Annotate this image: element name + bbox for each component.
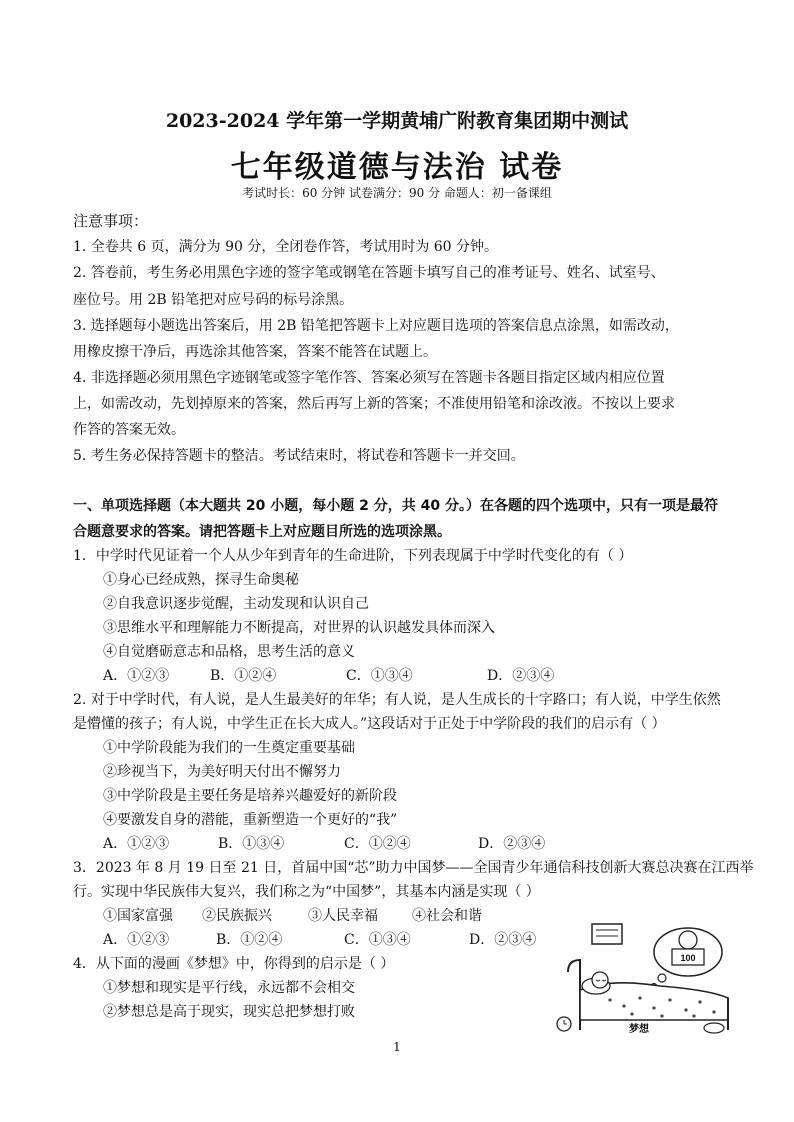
question-2-item: ①中学阶段能为我们的一生奠定重要基础 xyxy=(103,740,355,756)
question-2-item: ④要激发自身的潜能，重新塑造一个更好的“我” xyxy=(103,812,398,828)
question-3-option-b: B．①②④ xyxy=(216,932,283,948)
notice-line: 1. 全卷共 6 页，满分为 90 分，全闭卷作答，考试用时为 60 分钟。 xyxy=(73,239,499,255)
question-1-item: ①身心已经成熟，探寻生命奥秘 xyxy=(103,572,299,588)
question-3-item: ④社会和谐 xyxy=(412,908,482,924)
wall-calendar-icon xyxy=(592,924,622,944)
question-2-item: ③中学阶段是主要任务是培养兴趣爱好的新阶段 xyxy=(103,788,397,804)
question-4-item: ②梦想总是高于现实，现实总把梦想打败 xyxy=(103,1004,355,1020)
question-2-stem-line1: 2. 对于中学时代，有人说，是人生最美好的年华；有人说，是人生成长的十字路口；有人说，中学生依然 xyxy=(73,692,721,708)
notice-line: 座位号。用 2B 铅笔把对应号码的标号涂黑。 xyxy=(73,292,354,308)
question-2-option-c: C．①②④ xyxy=(344,836,411,852)
question-3-option-c: C．①③④ xyxy=(344,932,411,948)
question-3-item: ②民族振兴 xyxy=(202,908,272,924)
test-score-text: 100 xyxy=(680,953,696,963)
question-2-option-d: D．②③④ xyxy=(478,836,546,852)
question-3-option-d: D．②③④ xyxy=(469,932,537,948)
question-3-item: ①国家富强 xyxy=(103,908,173,924)
exam-title-line2: 七年级道德与法治 试卷 xyxy=(230,150,564,185)
notice-line: 5. 考生务必保持答题卡的整洁。考试结束时，将试卷和答题卡一并交回。 xyxy=(73,448,525,464)
question-1-item: ④自觉磨砺意志和品格，思考生活的意义 xyxy=(103,644,355,660)
question-4-stem: 4．从下面的漫画《梦想》中，你得到的启示是（ ） xyxy=(73,956,395,972)
question-1-item: ②自我意识逐步觉醒，主动发现和认识自己 xyxy=(103,596,369,612)
cat-icon xyxy=(704,1023,724,1033)
question-3-stem-line2: 行。实现中华民族伟大复兴，我们称之为“中国梦”，其基本内涵是实现（ ） xyxy=(73,884,540,900)
question-1-option-c: C．①③④ xyxy=(346,668,413,684)
section-heading-line1: 一、单项选择题（本大题共 20 小题，每小题 2 分，共 40 分。）在各题的四个选项中，只有一项是最符 xyxy=(73,498,718,514)
notice-heading: 注意事项： xyxy=(73,212,149,230)
bed-headboard xyxy=(568,960,580,1020)
question-4-item: ①梦想和现实是平行线，永远都不会相交 xyxy=(103,980,355,996)
section-heading-line2: 合题意要求的答案。请把答题卡上对应题目所选的选项涂黑。 xyxy=(73,524,451,540)
question-1-option-d: D．②③④ xyxy=(487,668,555,684)
dreaming-child-face xyxy=(679,931,697,949)
question-2-option-a: A．①②③ xyxy=(103,836,170,852)
notice-line: 上，如需改动，先划掉原来的答案，然后再写上新的答案；不准使用铅笔和涂改液。不按以上要求 xyxy=(73,396,675,412)
exam-title-line1: 2023-2024 学年第一学期黄埔广附教育集团期中测试 xyxy=(165,110,629,132)
question-3-stem-line1: 3．2023 年 8 月 19 日至 21 日，首届中国“芯”助力中国梦——全国青少年通信科技创新大赛总决赛在江西举 xyxy=(73,860,754,876)
notice-line: 作答的答案无效。 xyxy=(73,422,185,438)
question-1-stem: 1．中学时代见证着一个人从少年到青年的生命进阶，下列表现属于中学时代变化的有（ ） xyxy=(73,548,633,564)
page-number: 1 xyxy=(393,1040,401,1054)
question-1-option-a: A．①②③ xyxy=(103,668,170,684)
question-2-item: ②珍视当下，为美好明天付出不懈努力 xyxy=(103,764,341,780)
notice-line: 4. 非选择题必须用黑色字迹钢笔或签字笔作答、答案必须写在答题卡各题目指定区域内相应位置 xyxy=(73,370,665,386)
exam-meta: 考试时长：60 分钟 试卷满分：90 分 命题人：初一备课组 xyxy=(242,186,552,200)
question-1-option-b: B．①②④ xyxy=(210,668,277,684)
notice-line: 3. 选择题每小题选出答案后，用 2B 铅笔把答题卡上对应题目选项的答案信息点涂黑，如需改动， xyxy=(73,318,679,334)
question-2-option-b: B．①③④ xyxy=(218,836,285,852)
question-3-item: ③人民幸福 xyxy=(308,908,378,924)
comic-caption: 梦想 xyxy=(629,1024,649,1035)
question-2-stem-line2: 是懵懂的孩子；有人说，中学生正在长大成人。”这段话对于正处于中学阶段的我们的启示有（ ） xyxy=(73,716,666,732)
question-1-item: ③思维水平和理解能力不断提高，对世界的认识越发具体而深入 xyxy=(103,620,495,636)
notice-line: 2. 答卷前，考生务必用黑色字迹的签字笔或钢笔在答题卡填写自己的准考证号、姓名、试室号、 xyxy=(73,265,665,281)
notice-line: 用橡皮擦干净后，再选涂其他答案，答案不能答在试题上。 xyxy=(73,344,437,360)
question-3-option-a: A．①②③ xyxy=(103,932,170,948)
